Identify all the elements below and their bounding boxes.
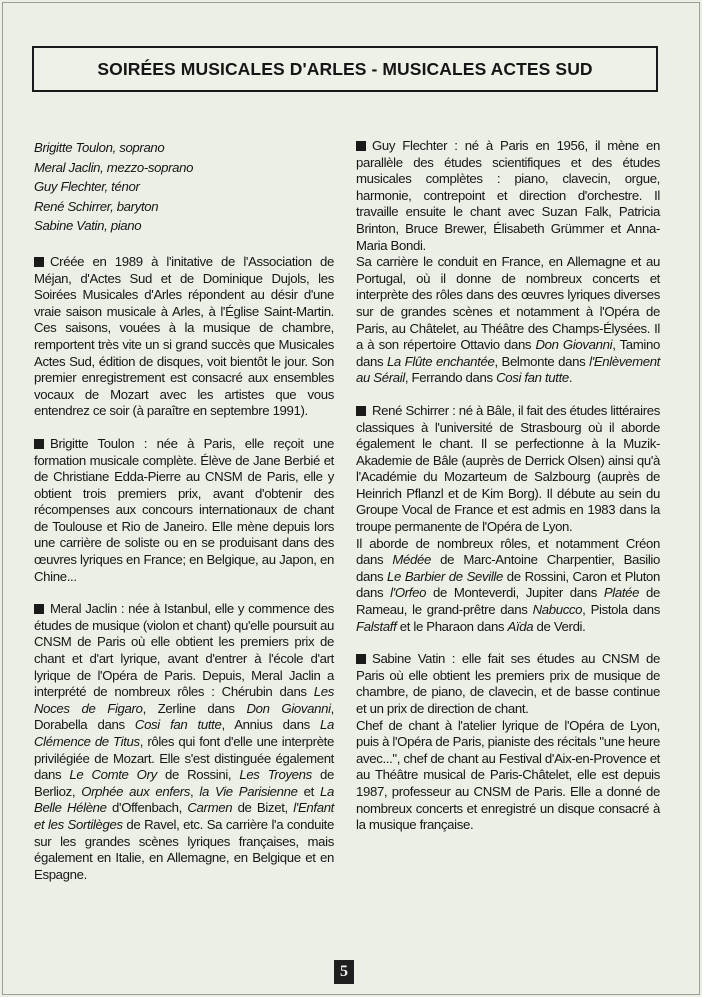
page-title: SOIRÉES MUSICALES D'ARLES - MUSICALES ACTES SUD [97,58,593,79]
square-bullet-icon [34,604,44,614]
bio-toulon: Brigitte Toulon : née à Paris, elle reçoit une formation musicale complète. Élève de Jane Berbié et de Christiane Edda-Pierre au CNSM de Paris, elle y obtient trois premiers prix, avant d'obtenir des récompenses aux concours internationaux de chant de Toulouse et Rio de Janeiro. Elle mène depuis lors une carrière de soliste ou en se produisant dans des œuvres lyriques en France; en Belgique, au Japon, en Chine... [34,435,334,584]
square-bullet-icon [356,141,366,151]
intro-paragraph: Créée en 1989 à l'initative de l'Association de Méjan, d'Actes Sud et de Dominique Dujols, les Soirées Musicales d'Arles répondent au désir d'une vraie saison musicale à Arles, à l'Église Saint-Martin. Ces saisons, vouées à la musique de chambre, remportent très vite un si grand succès que Musicales Actes Sud, édition de disques, voit bientôt le jour. Son premier enregistrement est consacré aux ensembles vocaux de Mozart avec les artistes que vous entendrez ce soir (à paraître en septembre 1991). [34,253,334,419]
square-bullet-icon [356,406,366,416]
bio-schirrer: René Schirrer : né à Bâle, il fait des études littéraires classiques à l'université de Strasbourg où il aborde également le chant. Il se perfectionne à la Muzik-Akademie de Bâle (auprès de Derrick Olsen) ainsi qu'à l'Académie du Mozarteum de Salzbourg (auprès de Heinrich Pflanzl et de Kim Borg). Il débute au sein du Groupe Vocal de France et est admis en 1983 dans la troupe permanente de l'Opéra de Lyon. [356,402,660,535]
bio-flechter: Guy Flechter : né à Paris en 1956, il mène en parallèle des études scientifiques et des études musicales complètes : piano, clavecin, orgue, harmonie, contrepoint et direction d'orchestre. Il travaille ensuite le chant avec Suzan Falk, Patricia Brinton, Bruce Brewer, Élisabeth Grümmer et Anna-Maria Bondi. [356,138,660,253]
bio-vatin: Sabine Vatin : elle fait ses études au CNSM de Paris où elle obtient les premiers prix de musique de chambre, de piano, de clavecin, et de basse continue et un prix de direction de chant. [356,651,660,716]
title-box [32,46,658,92]
cast-item: Meral Jaclin, mezzo-soprano [34,159,194,175]
cast-item: Sabine Vatin, piano [34,218,142,234]
page-number: 5 [334,960,354,984]
bio-schirrer-roles: Il aborde de nombreux rôles, et notamment Créon dans Médée de Marc-Antoine Charpentier, Basilio dans Le Barbier de Seville de Rossini, Caron et Pluton dans l'Orfeo de Monteverdi, Jupiter dans Platée de Rameau, le grand-prêtre dans Nabucco, Pistola dans Falstaff et le Pharaon dans Aïda de Verdi. [356,535,660,634]
bio-vatin-career: Chef de chant à l'atelier lyrique de l'Opéra de Lyon, puis à l'Opéra de Paris, pianiste des récitals "une heure avec...", chef de chant au Festival d'Aix-en-Provence et au Théâtre musical de Paris-Châtelet, elle est depuis 1987, professeur au CNSM de Paris. Elle a donné de nombreux concerts et enregistré un disque consacré à la musique française. [356,717,660,833]
square-bullet-icon [34,257,44,267]
cast-item: Guy Flechter, ténor [34,179,140,195]
bio-jaclin: Meral Jaclin : née à Istanbul, elle y commence des études de musique (violon et chant) qu'elle poursuit au CNSM de Paris où elle obtient les premiers prix de chant et d'art lyrique, avant d'entrer à l'école d'art lyrique de l'Opéra de Paris. Depuis, Meral Jaclin a interprété de nombreux rôles : Chérubin dans Les Noces de Figaro, Zerline dans Don Giovanni, Dorabella dans Cosi fan tutte, Annius dans La Clémence de Titus, rôles qui font d'elle une interprète privilégiée de Mozart. Elle s'est distinguée également dans Le Comte Ory de Rossini, Les Troyens de Berlioz, Orphée aux enfers, la Vie Parisienne et La Belle Hélène d'Offenbach, Carmen de Bizet, l'Enfant et les Sortilèges de Ravel, etc. Sa carrière l'a conduite sur les grandes scènes lyriques françaises, mais également en Italie, en Allemagne, en Belgique et en Espagne. [34,601,335,882]
left-column [34,138,334,883]
bio-flechter-career: Sa carrière le conduit en France, en Allemagne et au Portugal, où il donne de nombreux concerts et interprète des rôles dans des œuvres lyriques diverses sur de grandes scènes et notamment à l'Opéra de Paris, au Châtelet, au Théâtre des Champs-Élysées. Il a à son répertoire Ottavio dans Don Giovanni, Tamino dans La Flûte enchantée, Belmonte dans l'Enlèvement au Sérail, Ferrando dans Cosi fan tutte. [356,254,660,386]
cast-list [34,138,334,236]
cast-item: René Schirrer, baryton [34,198,159,214]
square-bullet-icon [34,439,44,449]
right-column [356,138,660,834]
square-bullet-icon [356,654,366,664]
cast-item: Brigitte Toulon, soprano [34,140,165,155]
